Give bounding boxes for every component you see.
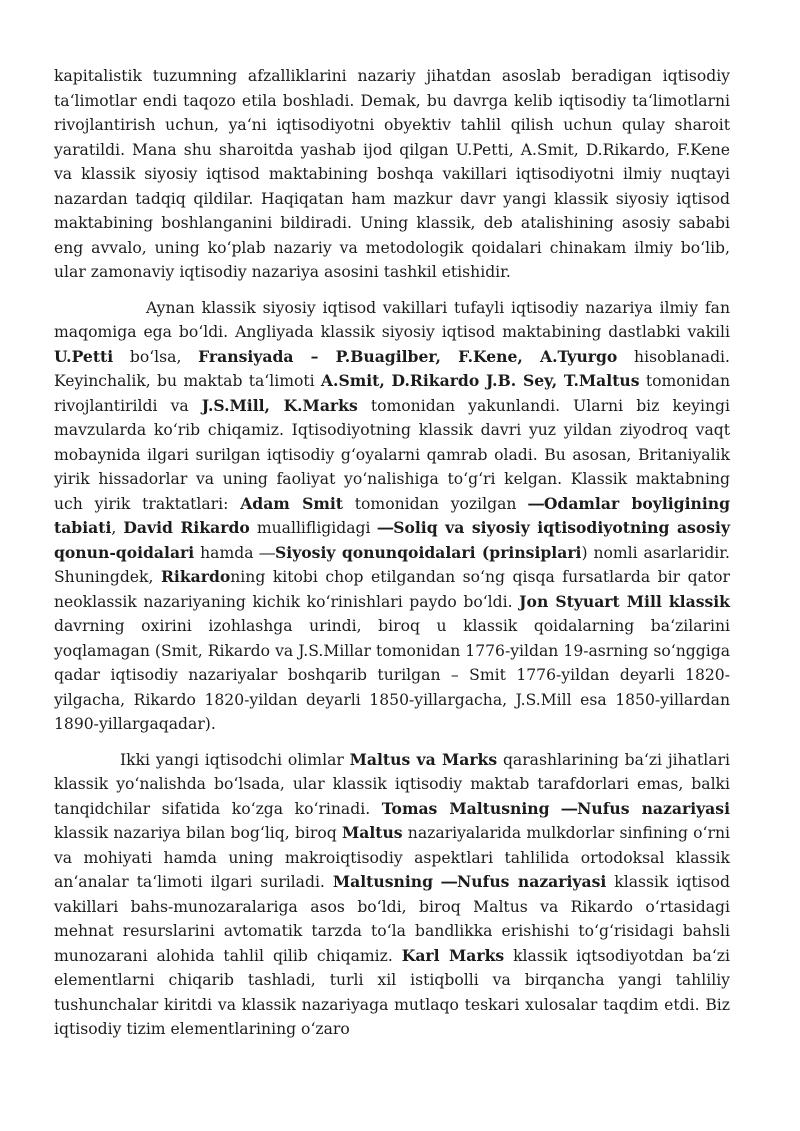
bold-text-run: David Rikardo <box>123 518 250 537</box>
text-run: qarashlarining baʻzi jihatlari klassik yoʻnalishda boʻlsada, ular klassik iqtisodiy maktab tarafdorlari emas, balki tanqidchilar sifatida koʻzga koʻrinadi. <box>54 750 731 818</box>
bold-text-run: Maltusning ―Nufus nazariyasi <box>332 872 607 891</box>
text-run: hisoblanadi. Keyinchalik, bu maktab taʻlimoti <box>54 347 730 390</box>
bold-text-run: ―Soliq va siyosiy iqtisodiyotning asosiy qonun-qoidalari <box>54 518 730 562</box>
bold-text-run: Adam Smit <box>240 493 343 513</box>
bold-text-run: J.S.Mill, K.Marks <box>201 395 358 415</box>
text-run: boʻlsa, <box>113 347 199 366</box>
bold-text-run: Maltus va Marks <box>349 749 498 769</box>
paragraph-1 <box>54 64 730 285</box>
bold-text-run: Maltus <box>341 823 403 842</box>
text-run: hamda ― <box>194 543 276 562</box>
bold-text-run: A.Smit, D.Rikardo J.B. Sey, T.Maltus <box>320 371 640 390</box>
text-run: kapitalistik tuzumning afzalliklarini nazariy jihatdan asoslab beradigan iqtisodiy taʻlimotlar endi taqozo etila boshladi. Demak, bu davrga kelib iqtisodiy taʻlimotlarni rivojlantirish uchun, yaʻni iqtisodiyotni obyektiv tahlil qilish uchun qulay sharoit yaratildi. Mana shu sharoitda yashab ijod qilgan U.Petti, A.Smit, D.Rikardo, F.Kene va klassik siyosiy iqtisod maktabining boshqa vakillari iqtisodiyotni ilmiy nuqtayi nazardan tadqiq qildilar. Haqiqatan ham mazkur davr yangi klassik siyosiy iqtisod maktabining boshlanganini bildiradi. Uning klassik, deb atalishining asosiy sababi eng avvalo, uning koʻplab nazariy va metodologik qoidalari chinakam ilmiy boʻlib, ular zamonaviy iqtisodiy nazariya asosini tashkil etishidir. <box>54 67 730 281</box>
paragraph-3 <box>54 748 730 1042</box>
text-run: nazariyalarida mulkdorlar sinfining oʻrni va mohiyati hamda uning makroiqtisodiy aspektlari tahlilida ortodoksal klassik anʻanalar taʻlimoti ilgari suriladi. <box>54 824 730 891</box>
text-run: muallifligidagi <box>249 519 378 537</box>
text-run: klassik nazariya bilan bogʻliq, biroq <box>54 824 342 842</box>
text-run: tomonidan rivojlantirildi va <box>54 372 730 415</box>
bold-text-run: Tomas Maltusning ―Nufus nazariyasi <box>381 798 730 818</box>
text-run: ) nomli asarlaridir. Shuningdek, <box>54 543 730 586</box>
text-run: tomonidan yozilgan <box>342 494 529 513</box>
bold-text-run: ―Odamlar boyligining tabiati <box>54 493 730 537</box>
bold-text-run: Rikardo <box>160 567 231 586</box>
text-run: Aynan klassik siyosiy iqtisod vakillari tufayli iqtisodiy nazariya ilmiy fan maqomiga ega boʻldi. Angliyada klassik siyosiy iqtisod maktabining dastlabki vakili <box>54 298 730 341</box>
text-run: ning kitobi chop etilgandan soʻng qisqa fursatlarda bir qator neoklassik nazariyaning kichik koʻrinishlari paydo boʻldi. <box>54 568 730 611</box>
document-page <box>54 64 730 1042</box>
text-run: klassik iqtsodiyotdan baʻzi elementlarni chiqarib tashladi, turli xil istiqbolli va birqancha yangi tahliliy tushunchalar kiritdi va klassik nazariyaga mutlaqo teskari xulosalar taqdim etdi. Biz iqtisodiy tizim elementlarining oʻzaro <box>54 946 730 1038</box>
bold-text-run: Jon Styuart Mill klassik <box>519 591 730 611</box>
bold-text-run: Siyosiy qonunqoidalari (prinsiplari <box>275 542 582 562</box>
bold-text-run: Karl Marks <box>401 945 505 965</box>
bold-text-run: U.Petti <box>54 346 114 366</box>
text-run: , <box>111 519 124 537</box>
paragraph-2 <box>54 296 730 737</box>
text-run: tomonidan yakunlandi. Ularni biz keyingi mavzularda koʻrib chiqamiz. Iqtisodiyotning klassik davri yuz yildan ziyodroq vaqt mobaynida ilgari surilgan iqtisodiy gʻoyalarni qamrab oladi. Bu asosan, Britaniyalik yirik hissadorlar va uning faoliyat yoʻnalishiga toʻgʻri kelgan. Klassik maktabning uch yirik traktatlari: <box>54 396 730 513</box>
bold-text-run: Fransiyada – P.Buagilber, F.Kene, A.Tyurgo <box>198 346 618 366</box>
text-run: klassik iqtisod vakillari bahs-munozaralariga asos boʻldi, biroq Maltus va Rikardo oʻrtasidagi mehnat resurslarini avtomatik tarzda toʻla bandlikka erishishi toʻgʻrisidagi bahsli munozarani alohida tahlil qilib chiqamiz. <box>54 873 731 965</box>
text-run: Ikki yangi iqtisodchi olimlar <box>120 750 350 769</box>
text-run: davrning oxirini izohlashga urindi, biroq u klassik qoidalarning baʻzilarini yoqlamagan (Smit, Rikardo va J.S.Millar tomonidan 1776-yildan 19-asrning soʻnggiga qadar iqtisodiy nazariyalar boshqarib turilgan – Smit 1776-yildan deyarli 1820-yilgacha, Rikardo 1820-yildan deyarli 1850-yillargacha, J.S.Mill esa 1850-yillardan 1890-yillargaqadar). <box>54 617 730 733</box>
